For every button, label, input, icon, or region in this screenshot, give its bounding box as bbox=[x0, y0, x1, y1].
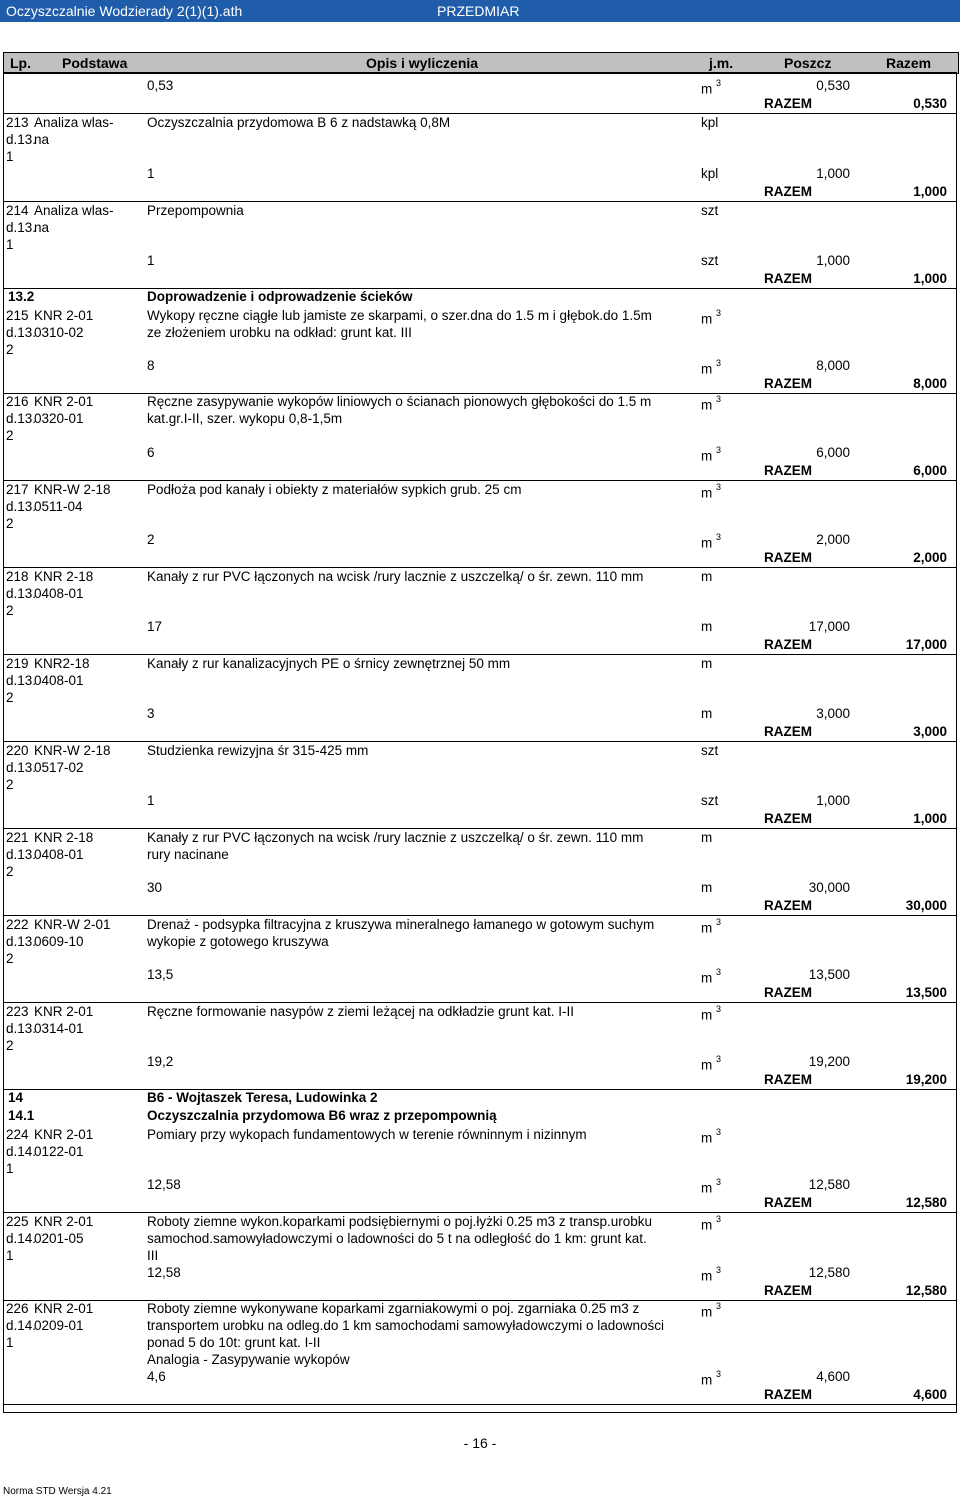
razem-total: 1,000 bbox=[913, 184, 947, 199]
partial-sum: 0,530 bbox=[816, 78, 850, 93]
section-number: 14 bbox=[8, 1090, 24, 1105]
item-lp: 221 bbox=[6, 830, 29, 845]
table-body bbox=[0, 72, 960, 1412]
item-lp: 213 bbox=[6, 115, 29, 130]
item-unit: kpl bbox=[701, 115, 719, 130]
item-description: wykopie z gotowego kruszywa bbox=[147, 934, 329, 949]
item-basis: KNR 2-01 bbox=[34, 1301, 94, 1316]
item-description: Pomiary przy wykopach fundamentowych w terenie równinnym i nizinnym bbox=[147, 1127, 587, 1142]
quantity-value: 13,5 bbox=[147, 967, 174, 982]
item-lp: 2 bbox=[6, 1038, 14, 1053]
header-lp: Lp. bbox=[10, 55, 31, 71]
item-lp: 2 bbox=[6, 428, 14, 443]
razem-label: RAZEM bbox=[764, 985, 812, 1000]
item-lp: d.14. bbox=[6, 1231, 37, 1246]
razem-label: RAZEM bbox=[764, 184, 812, 199]
item-description: Oczyszczalnia przydomowa B 6 z nadstawką 0,8M bbox=[147, 115, 451, 130]
item-unit: m bbox=[701, 830, 713, 845]
item-unit: m $^3$ bbox=[701, 394, 722, 413]
item-basis: KNR 2-18 bbox=[34, 569, 94, 584]
item-lp: d.14. bbox=[6, 1144, 37, 1159]
item-unit: m $^3$ bbox=[701, 1004, 722, 1023]
partial-sum: 17,000 bbox=[808, 619, 850, 634]
item-unit: m $^3$ bbox=[701, 917, 722, 936]
item-lp: d.13. bbox=[6, 132, 37, 147]
item-basis: KNR 2-01 bbox=[34, 1214, 94, 1229]
header-jm: j.m. bbox=[709, 55, 734, 71]
item-description: ponad 5 do 10t: grunt kat. I-II bbox=[147, 1335, 321, 1350]
item-unit: szt bbox=[701, 743, 719, 758]
item-description: Wykopy ręczne ciągłe lub jamiste ze skarpami, o szer.dna do 1.5 m i głębok.do 1.5m bbox=[147, 308, 652, 323]
item-lp: d.13. bbox=[6, 1021, 37, 1036]
razem-total: 13,500 bbox=[905, 985, 947, 1000]
item-lp: 2 bbox=[6, 603, 14, 618]
partial-sum: 1,000 bbox=[816, 793, 850, 808]
partial-sum: 1,000 bbox=[816, 166, 850, 181]
razem-label: RAZEM bbox=[764, 376, 812, 391]
razem-label: RAZEM bbox=[764, 637, 812, 652]
unit-label: m $^3$ bbox=[701, 967, 722, 986]
item-lp: d.13. bbox=[6, 411, 37, 426]
item-description: Analogia - Zasypywanie wykopów bbox=[147, 1352, 350, 1367]
razem-label: RAZEM bbox=[764, 1195, 812, 1210]
item-basis: 0209-01 bbox=[34, 1318, 84, 1333]
item-basis: 0320-01 bbox=[34, 411, 84, 426]
item-description: ze złożeniem urobku na odkład: grunt kat. III bbox=[147, 325, 412, 340]
row-separator bbox=[3, 1404, 957, 1405]
item-description: Roboty ziemne wykonywane koparkami zgarniakowymi o poj. zgarniaka 0.25 m3 z bbox=[147, 1301, 640, 1316]
razem-total: 30,000 bbox=[905, 898, 947, 913]
item-lp: d.13. bbox=[6, 325, 37, 340]
item-description: III bbox=[147, 1248, 159, 1263]
item-lp: 2 bbox=[6, 516, 14, 531]
razem-label: RAZEM bbox=[764, 463, 812, 478]
item-description: rury nacinane bbox=[147, 847, 229, 862]
item-lp: d.13. bbox=[6, 934, 37, 949]
unit-label: m bbox=[701, 706, 713, 721]
item-lp: d.13. bbox=[6, 586, 37, 601]
item-unit: m $^3$ bbox=[701, 1214, 722, 1233]
item-lp: 2 bbox=[6, 951, 14, 966]
item-unit: m $^3$ bbox=[701, 1127, 722, 1146]
item-lp: 2 bbox=[6, 864, 14, 879]
partial-sum: 30,000 bbox=[808, 880, 850, 895]
razem-total: 17,000 bbox=[905, 637, 947, 652]
partial-sum: 6,000 bbox=[816, 445, 850, 460]
item-basis: 0408-01 bbox=[34, 847, 84, 862]
item-basis: KNR-W 2-18 bbox=[34, 482, 111, 497]
unit-label: m $^3$ bbox=[701, 1177, 722, 1196]
item-basis: Analiza wlas- bbox=[34, 115, 114, 130]
unit-label: m $^3$ bbox=[701, 1265, 722, 1284]
item-lp: 219 bbox=[6, 656, 29, 671]
item-unit: m bbox=[701, 656, 713, 671]
item-basis: 0122-01 bbox=[34, 1144, 84, 1159]
item-lp: 1 bbox=[6, 149, 14, 164]
partial-sum: 2,000 bbox=[816, 532, 850, 547]
item-basis: KNR2-18 bbox=[34, 656, 90, 671]
item-lp: d.14. bbox=[6, 1318, 37, 1333]
item-description: kat.gr.I-II, szer. wykopu 0,8-1,5m bbox=[147, 411, 343, 426]
item-description: Ręczne formowanie nasypów z ziemi leżącej na odkładzie grunt kat. I-II bbox=[147, 1004, 574, 1019]
item-lp: 214 bbox=[6, 203, 29, 218]
item-unit: m $^3$ bbox=[701, 482, 722, 501]
item-description: transportem urobku na odleg.do 1 km samochodami samowyładowczymi o ladowności bbox=[147, 1318, 664, 1333]
razem-total: 12,580 bbox=[905, 1195, 947, 1210]
item-basis: 0310-02 bbox=[34, 325, 84, 340]
razem-label: RAZEM bbox=[764, 271, 812, 286]
item-lp: d.13. bbox=[6, 220, 37, 235]
razem-total: 4,600 bbox=[913, 1387, 947, 1402]
item-description: Podłoża pod kanały i obiekty z materiałów sypkich grub. 25 cm bbox=[147, 482, 522, 497]
item-lp: 226 bbox=[6, 1301, 29, 1316]
section-number: 13.2 bbox=[8, 289, 35, 304]
item-description: Kanały z rur kanalizacyjnych PE o śrnicy zewnętrznej 50 mm bbox=[147, 656, 511, 671]
razem-label: RAZEM bbox=[764, 550, 812, 565]
razem-label: RAZEM bbox=[764, 811, 812, 826]
item-lp: 218 bbox=[6, 569, 29, 584]
razem-total: 1,000 bbox=[913, 811, 947, 826]
partial-sum: 12,580 bbox=[808, 1177, 850, 1192]
unit-label: m $^3$ bbox=[701, 532, 722, 551]
quantity-value: 2 bbox=[147, 532, 155, 547]
quantity-value: 30 bbox=[147, 880, 163, 895]
item-basis: KNR-W 2-01 bbox=[34, 917, 111, 932]
quantity-value: 12,58 bbox=[147, 1265, 181, 1280]
quantity-value: 8 bbox=[147, 358, 155, 373]
razem-label: RAZEM bbox=[764, 898, 812, 913]
item-lp: 1 bbox=[6, 1335, 14, 1350]
quantity-value: 3 bbox=[147, 706, 155, 721]
razem-label: RAZEM bbox=[764, 1387, 812, 1402]
quantity-value: 19,2 bbox=[147, 1054, 174, 1069]
item-basis: KNR 2-01 bbox=[34, 1004, 94, 1019]
item-unit: m $^3$ bbox=[701, 1301, 722, 1320]
footer-version: Norma STD Wersja 4.21 bbox=[3, 1486, 112, 1497]
item-unit: m $^3$ bbox=[701, 308, 722, 327]
quantity-value: 6 bbox=[147, 445, 155, 460]
item-basis: 0609-10 bbox=[34, 934, 84, 949]
item-description: Ręczne zasypywanie wykopów liniowych o ścianach pionowych głębokości do 1.5 m bbox=[147, 394, 652, 409]
item-description: Kanały z rur PVC łączonych na wcisk /rury lacznie z uszczelką/ o śr. zewn. 110 mm bbox=[147, 569, 644, 584]
item-basis: Analiza wlas- bbox=[34, 203, 114, 218]
item-lp: 224 bbox=[6, 1127, 29, 1142]
document-filename: Oczyszczalnie Wodzierady 2(1)(1).ath bbox=[6, 3, 243, 19]
unit-label: m $^3$ bbox=[701, 1369, 722, 1388]
item-basis: KNR 2-01 bbox=[34, 1127, 94, 1142]
partial-sum: 19,200 bbox=[808, 1054, 850, 1069]
unit-label: m bbox=[701, 619, 713, 634]
partial-sum: 8,000 bbox=[816, 358, 850, 373]
item-basis: na bbox=[34, 132, 50, 147]
item-basis: KNR 2-01 bbox=[34, 394, 94, 409]
item-lp: 215 bbox=[6, 308, 29, 323]
unit-label: m bbox=[701, 880, 713, 895]
quantity-value: 4,6 bbox=[147, 1369, 166, 1384]
unit-label: kpl bbox=[701, 166, 719, 181]
item-lp: 1 bbox=[6, 1248, 14, 1263]
section-title: Doprowadzenie i odprowadzenie ścieków bbox=[147, 289, 413, 304]
razem-total: 8,000 bbox=[913, 376, 947, 391]
quantity-value: 12,58 bbox=[147, 1177, 181, 1192]
item-lp: 222 bbox=[6, 917, 29, 932]
item-basis: 0511-04 bbox=[34, 499, 83, 514]
item-unit: szt bbox=[701, 203, 719, 218]
razem-label: RAZEM bbox=[764, 1283, 812, 1298]
item-basis: na bbox=[34, 220, 50, 235]
item-lp: 2 bbox=[6, 342, 14, 357]
item-basis: KNR 2-01 bbox=[34, 308, 94, 323]
item-basis: 0408-01 bbox=[34, 586, 84, 601]
unit-label: szt bbox=[701, 253, 719, 268]
razem-total: 6,000 bbox=[913, 463, 947, 478]
table-bottom-line bbox=[3, 1412, 957, 1413]
title-bar bbox=[0, 0, 960, 22]
item-description: Drenaż - podsypka filtracyjna z kruszywa mineralnego łamanego w gotowym suchym bbox=[147, 917, 655, 932]
item-basis: KNR-W 2-18 bbox=[34, 743, 111, 758]
item-lp: 2 bbox=[6, 777, 14, 792]
razem-total: 12,580 bbox=[905, 1283, 947, 1298]
section-title: B6 - Wojtaszek Teresa, Ludowinka 2 bbox=[147, 1090, 378, 1105]
item-lp: 217 bbox=[6, 482, 29, 497]
item-lp: 2 bbox=[6, 690, 14, 705]
unit-label: m $^3$ bbox=[701, 1054, 722, 1073]
razem-total: 0,530 bbox=[913, 96, 947, 111]
item-lp: 223 bbox=[6, 1004, 29, 1019]
razem-total: 19,200 bbox=[905, 1072, 947, 1087]
item-lp: 1 bbox=[6, 1161, 14, 1176]
page-number: - 16 - bbox=[463, 1435, 497, 1451]
item-description: Kanały z rur PVC łączonych na wcisk /rury lacznie z uszczelką/ o śr. zewn. 110 mm bbox=[147, 830, 644, 845]
item-basis: 0408-01 bbox=[34, 673, 84, 688]
item-lp: d.13. bbox=[6, 847, 37, 862]
partial-sum: 3,000 bbox=[816, 706, 850, 721]
section-title: Oczyszczalnia przydomowa B6 wraz z przepompownią bbox=[147, 1108, 497, 1123]
document-type: PRZEDMIAR bbox=[437, 3, 520, 19]
partial-sum: 12,580 bbox=[808, 1265, 850, 1280]
header-opis: Opis i wyliczenia bbox=[366, 55, 479, 71]
section-number: 14.1 bbox=[8, 1108, 35, 1123]
item-description: Studzienka rewizyjna śr 315-425 mm bbox=[147, 743, 369, 758]
item-basis: 0201-05 bbox=[34, 1231, 84, 1246]
item-lp: d.13. bbox=[6, 673, 37, 688]
razem-total: 2,000 bbox=[913, 550, 947, 565]
item-basis: 0314-01 bbox=[34, 1021, 84, 1036]
item-lp: d.13. bbox=[6, 499, 37, 514]
razem-total: 3,000 bbox=[913, 724, 947, 739]
item-basis: 0517-02 bbox=[34, 760, 84, 775]
partial-sum: 13,500 bbox=[808, 967, 850, 982]
item-lp: 1 bbox=[6, 237, 14, 252]
unit-label: szt bbox=[701, 793, 719, 808]
item-description: samochod.samowyładowczymi o ladowności do 5 t na odległość do 1 km: grunt kat. bbox=[147, 1231, 647, 1246]
quantity-value: 1 bbox=[147, 166, 155, 181]
table-top-line bbox=[3, 72, 957, 73]
quantity-value: 17 bbox=[147, 619, 163, 634]
partial-sum: 4,600 bbox=[816, 1369, 850, 1384]
item-lp: d.13. bbox=[6, 760, 37, 775]
table-right-border bbox=[956, 72, 957, 1412]
quantity-value: 1 bbox=[147, 253, 155, 268]
razem-label: RAZEM bbox=[764, 724, 812, 739]
razem-label: RAZEM bbox=[764, 96, 812, 111]
partial-sum: 1,000 bbox=[816, 253, 850, 268]
item-description: Przepompownia bbox=[147, 203, 244, 218]
table-left-border bbox=[3, 72, 4, 1412]
item-lp: 220 bbox=[6, 743, 29, 758]
header-poszcz: Poszcz bbox=[784, 55, 832, 71]
unit-label: m $^3$ bbox=[701, 358, 722, 377]
unit-label: m $^3$ bbox=[701, 78, 722, 97]
table-header bbox=[3, 52, 959, 74]
item-lp: 216 bbox=[6, 394, 29, 409]
razem-total: 1,000 bbox=[913, 271, 947, 286]
item-basis: KNR 2-18 bbox=[34, 830, 94, 845]
item-unit: m bbox=[701, 569, 713, 584]
razem-label: RAZEM bbox=[764, 1072, 812, 1087]
item-lp: 225 bbox=[6, 1214, 29, 1229]
quantity-value: 1 bbox=[147, 793, 155, 808]
quantity-value: 0,53 bbox=[147, 78, 174, 93]
item-description: Roboty ziemne wykon.koparkami podsiębiernymi o poj.łyżki 0.25 m3 z transp.urobku bbox=[147, 1214, 652, 1229]
header-razem: Razem bbox=[886, 55, 932, 71]
unit-label: m $^3$ bbox=[701, 445, 722, 464]
header-podstawa: Podstawa bbox=[62, 55, 128, 71]
